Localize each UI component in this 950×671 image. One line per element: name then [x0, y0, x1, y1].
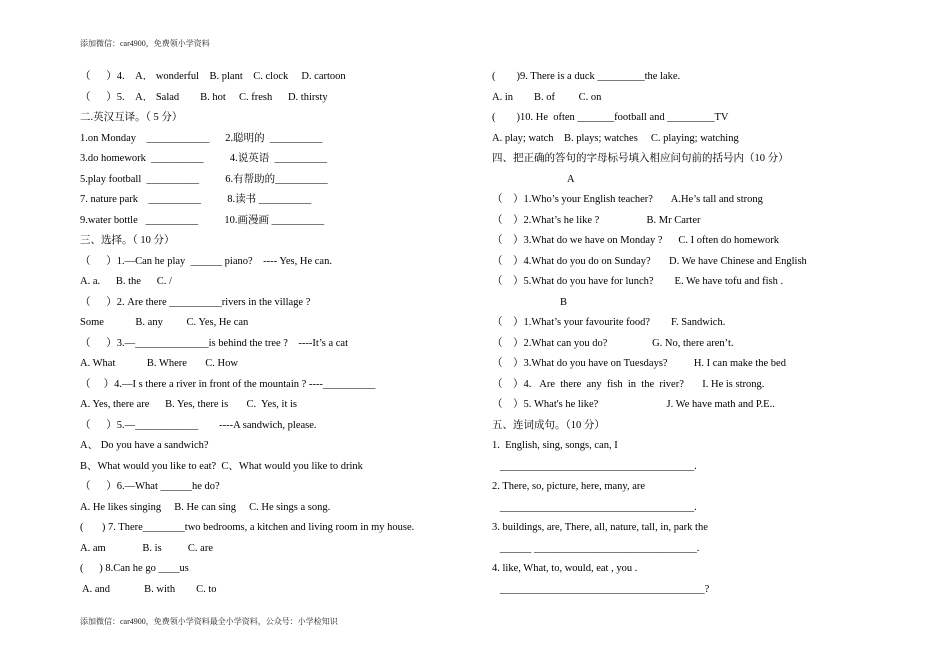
translation-line: 9.water bottle __________ 10.画漫画 __________	[80, 214, 325, 226]
match-line: （ ）1.What’s your favourite food? F. Sandwich.	[492, 317, 726, 328]
right-column	[492, 67, 892, 600]
answer-blank: ______ _______________________________.	[492, 542, 700, 554]
answer-blank: _____________________________________.	[492, 460, 697, 472]
sentence-prompt: 4. like, What, to, would, eat , you .	[492, 563, 638, 574]
question-line: （ ）4.—I s there a river in front of the mountain ? ----__________	[80, 378, 376, 390]
question-line: （ ）2. Are there __________rivers in the village ?	[80, 296, 311, 308]
sentence-prompt: 3. buildings, are, There, all, nature, tall, in, park the	[492, 522, 708, 533]
question-line: （ ）4. A． wonderful B. plant C. clock D. cartoon	[80, 71, 346, 82]
translation-line: 1.on Monday ____________ 2.聪明的 __________	[80, 132, 323, 144]
question-line: ( ) 8.Can he go ____us	[80, 563, 189, 574]
match-line: （ ）3.What do we have on Monday ? C. I often do homework	[492, 235, 779, 246]
match-line: （ ）2.What can you do? G. No, there aren’t.	[492, 337, 734, 349]
page-footer: 添加微信：car4900，免费领小学资料最全小学资料，公众号：小学检知识	[80, 617, 338, 626]
options-line: A. What B. Where C. How	[80, 358, 238, 369]
section-heading: 四、把正确的答句的字母标号填入相应问句前的括号内（10 分）	[492, 153, 789, 164]
question-line: （ ）3.—______________is behind the tree ? ----It’s a cat	[80, 337, 348, 349]
answer-blank: _____________________________________.	[492, 501, 697, 513]
translation-line: 5.play football __________ 6.有帮助的__________	[80, 173, 328, 185]
question-line: （ ）6.—What ______he do?	[80, 481, 220, 492]
section-heading: 五、连词成句。（10 分）	[492, 419, 605, 431]
options-line: B、What would you like to eat? C、What would you like to drink	[80, 460, 363, 472]
answer-blank: _______________________________________?	[492, 583, 710, 595]
group-label-b: B	[560, 296, 568, 308]
sentence-prompt: 1. English, sing, songs, can, I	[492, 440, 618, 451]
page-header: 添加微信：car4900，免费领小学资料	[80, 39, 210, 48]
options-line: A. am B. is C. are	[80, 542, 213, 554]
options-line: A. Yes, there are B. Yes, there is C. Yes, it is	[80, 399, 298, 410]
match-line: （ ）5. What's he like? J. We have math and P.E..	[492, 399, 775, 410]
match-line: （ ）1.Who’s your English teacher? A.He’s tall and strong	[492, 194, 763, 205]
options-line: A. He likes singing B. He can sing C. He sings a song.	[80, 501, 331, 513]
left-column	[80, 67, 460, 600]
options-line: A. and B. with C. to	[80, 583, 217, 595]
question-line: ( )9. There is a duck _________the lake.	[492, 71, 681, 82]
sentence-prompt: 2. There, so, picture, here, many, are	[492, 481, 646, 492]
options-line: A. in B. of C. on	[492, 91, 602, 103]
translation-line: 3.do homework __________ 4.说英语 __________	[80, 153, 328, 164]
question-line: ( ) 7. There________two bedrooms, a kitchen and living room in my house.	[80, 522, 415, 533]
match-line: （ ）5.What do you have for lunch? E. We have tofu and fish .	[492, 276, 784, 287]
question-line: ( )10. He often _______football and _________TV	[492, 112, 729, 123]
section-heading: 三、选择。（ 10 分）	[80, 235, 175, 246]
section-heading: 二.英汉互译。（ 5 分）	[80, 112, 183, 123]
match-line: （ ）4. Are there any fish in the river? I. He is strong.	[492, 378, 765, 390]
options-line: A. play; watch B. plays; watches C. playing; watching	[492, 132, 739, 144]
question-line: （ ）1.—Can he play ______ piano? ---- Yes, He can.	[80, 255, 332, 267]
group-label-a: A	[567, 173, 575, 185]
match-line: （ ）4.What do you do on Sunday? D. We have Chinese and English	[492, 255, 807, 267]
translation-line: 7. nature park __________ 8.读书 __________	[80, 194, 312, 205]
options-line: A、 Do you have a sandwich?	[80, 440, 209, 451]
match-line: （ ）2.What’s he like ? B. Mr Carter	[492, 214, 701, 226]
question-line: （ ）5.—____________ ----A sandwich, please.	[80, 419, 317, 431]
options-line: Some B. any C. Yes, He can	[80, 317, 249, 328]
question-line: （ ）5. A． Salad B. hot C. fresh D. thirsty	[80, 91, 328, 103]
options-line: A. a. B. the C. /	[80, 276, 172, 287]
match-line: （ ）3.What do you have on Tuesdays? H. I can make the bed	[492, 358, 786, 369]
